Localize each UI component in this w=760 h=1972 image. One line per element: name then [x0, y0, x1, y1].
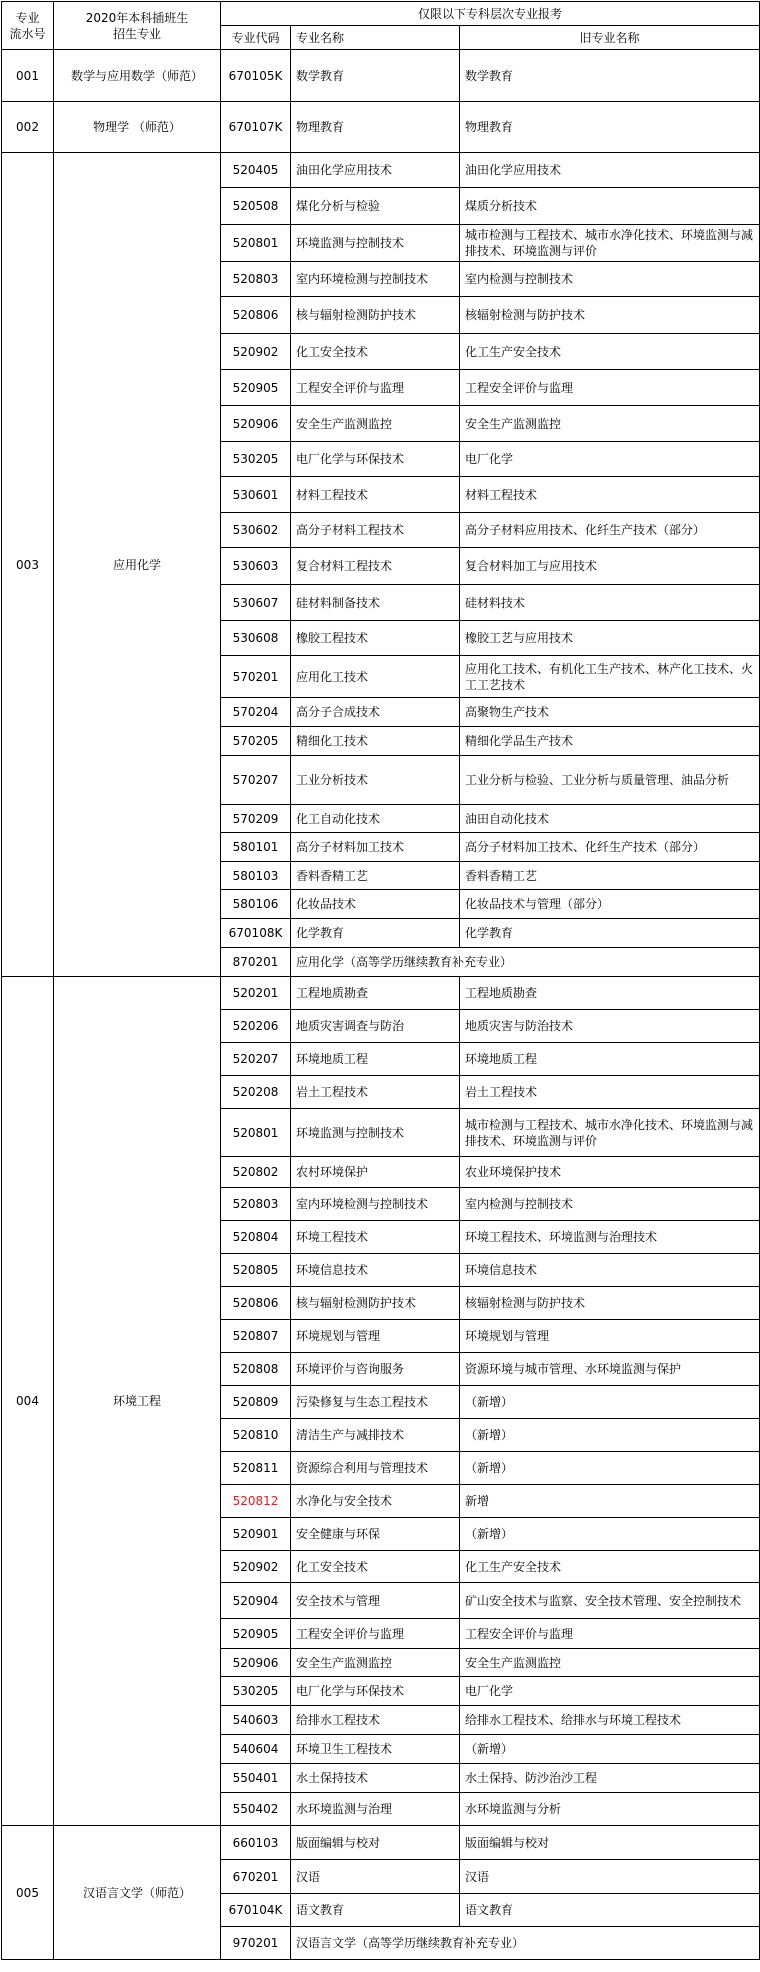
name-cell: 煤化分析与检验 [291, 188, 460, 225]
name-cell: 工业分析技术 [291, 756, 460, 805]
old-name-cell: 橡胶工艺与应用技术 [460, 621, 760, 656]
code-cell: 520804 [221, 1221, 291, 1254]
name-cell: 环境地质工程 [291, 1043, 460, 1076]
name-cell: 环境卫生工程技术 [291, 1735, 460, 1764]
old-name-cell: （新增） [460, 1735, 760, 1764]
name-cell: 化工安全技术 [291, 1551, 460, 1583]
old-name-cell: 电厂化学 [460, 442, 760, 477]
header-name: 专业名称 [291, 26, 460, 50]
code-cell: 520806 [221, 1287, 291, 1320]
serial-no-cell: 002 [2, 102, 54, 153]
old-name-cell: 化学教育 [460, 919, 760, 948]
old-name-cell: 资源环境与城市管理、水环境监测与保护 [460, 1353, 760, 1386]
header-serial-no-line1: 专业 [15, 10, 40, 25]
code-cell: 570204 [221, 698, 291, 727]
code-cell: 570205 [221, 727, 291, 756]
old-name-cell: 岩土工程技术 [460, 1076, 760, 1109]
old-name-cell: 室内检测与控制技术 [460, 262, 760, 297]
code-cell: 530601 [221, 477, 291, 513]
old-name-cell: 地质灾害与防治技术 [460, 1010, 760, 1043]
code-cell: 540603 [221, 1706, 291, 1735]
code-cell: 530602 [221, 513, 291, 548]
code-cell: 520808 [221, 1353, 291, 1386]
majors-table [1, 1, 760, 1960]
name-cell: 汉语言文学（高等学历继续教育补充专业） [291, 1927, 760, 1960]
old-name-cell: 化工生产安全技术 [460, 334, 760, 370]
name-cell: 应用化学（高等学历继续教育补充专业） [291, 948, 760, 977]
code-cell: 520207 [221, 1043, 291, 1076]
name-cell: 应用化工技术 [291, 656, 460, 698]
header-code: 专业代码 [221, 26, 291, 50]
name-cell: 香料香精工艺 [291, 862, 460, 890]
old-name-cell: 工程安全评价与监理 [460, 370, 760, 406]
name-cell: 岩土工程技术 [291, 1076, 460, 1109]
old-name-cell: 水土保持、防沙治沙工程 [460, 1764, 760, 1793]
name-cell: 安全生产监测监控 [291, 406, 460, 442]
header-major [54, 2, 221, 50]
code-cell: 540604 [221, 1735, 291, 1764]
name-cell: 地质灾害调查与防治 [291, 1010, 460, 1043]
name-cell: 安全技术与管理 [291, 1583, 460, 1619]
name-cell: 化工自动化技术 [291, 805, 460, 833]
code-cell: 670105K [221, 50, 291, 102]
table-row [2, 1826, 760, 1860]
old-name-cell: 物理教育 [460, 102, 760, 153]
old-name-cell: 精细化学品生产技术 [460, 727, 760, 756]
code-cell: 520901 [221, 1518, 291, 1551]
code-cell: 570207 [221, 756, 291, 805]
code-cell: 520904 [221, 1583, 291, 1619]
name-cell: 油田化学应用技术 [291, 153, 460, 188]
name-cell: 材料工程技术 [291, 477, 460, 513]
code-cell: 520902 [221, 1551, 291, 1583]
name-cell: 物理教育 [291, 102, 460, 153]
name-cell: 室内环境检测与控制技术 [291, 262, 460, 297]
old-name-cell: 给排水工程技术、给排水与环境工程技术 [460, 1706, 760, 1735]
old-name-cell: 煤质分析技术 [460, 188, 760, 225]
serial-no-cell: 004 [2, 977, 54, 1826]
old-name-cell: 环境地质工程 [460, 1043, 760, 1076]
code-cell: 550401 [221, 1764, 291, 1793]
name-cell: 工程安全评价与监理 [291, 1619, 460, 1649]
code-cell: 520801 [221, 225, 291, 262]
name-cell: 安全生产监测监控 [291, 1649, 460, 1677]
old-name-cell: 核辐射检测与防护技术 [460, 297, 760, 334]
name-cell: 版面编辑与校对 [291, 1826, 460, 1860]
code-cell: 570201 [221, 656, 291, 698]
code-cell: 520405 [221, 153, 291, 188]
name-cell: 水土保持技术 [291, 1764, 460, 1793]
code-cell: 520902 [221, 334, 291, 370]
old-name-cell: 室内检测与控制技术 [460, 1188, 760, 1221]
name-cell: 化工安全技术 [291, 334, 460, 370]
old-name-cell: 工程地质勘查 [460, 977, 760, 1010]
old-name-cell: 化工生产安全技术 [460, 1551, 760, 1583]
code-cell: 520812 [221, 1485, 291, 1518]
name-cell: 高分子材料加工技术 [291, 833, 460, 862]
code-cell: 670201 [221, 1860, 291, 1894]
name-cell: 化妆品技术 [291, 890, 460, 919]
table-row [2, 102, 760, 153]
code-cell: 580101 [221, 833, 291, 862]
old-name-cell: 城市检测与工程技术、城市水净化技术、环境监测与减排技术、环境监测与评价 [460, 1109, 760, 1157]
major-cell: 汉语言文学（师范） [54, 1826, 221, 1960]
code-cell: 520803 [221, 262, 291, 297]
old-name-cell: 化妆品技术与管理（部分） [460, 890, 760, 919]
name-cell: 环境规划与管理 [291, 1320, 460, 1353]
name-cell: 高分子合成技术 [291, 698, 460, 727]
code-cell: 520806 [221, 297, 291, 334]
name-cell: 电厂化学与环保技术 [291, 442, 460, 477]
code-cell: 550402 [221, 1793, 291, 1826]
old-name-cell: 油田化学应用技术 [460, 153, 760, 188]
old-name-cell: 工业分析与检验、工业分析与质量管理、油品分析 [460, 756, 760, 805]
code-cell: 520906 [221, 406, 291, 442]
name-cell: 环境监测与控制技术 [291, 225, 460, 262]
name-cell: 环境工程技术 [291, 1221, 460, 1254]
code-cell: 520811 [221, 1452, 291, 1485]
code-cell: 530205 [221, 442, 291, 477]
name-cell: 数学教育 [291, 50, 460, 102]
name-cell: 污染修复与生态工程技术 [291, 1386, 460, 1419]
old-name-cell: 农业环境保护技术 [460, 1157, 760, 1188]
old-name-cell: （新增） [460, 1518, 760, 1551]
code-cell: 670108K [221, 919, 291, 948]
name-cell: 清洁生产与减排技术 [291, 1419, 460, 1452]
code-cell: 520208 [221, 1076, 291, 1109]
old-name-cell: 环境规划与管理 [460, 1320, 760, 1353]
name-cell: 核与辐射检测防护技术 [291, 297, 460, 334]
old-name-cell: 版面编辑与校对 [460, 1826, 760, 1860]
code-cell: 520809 [221, 1386, 291, 1419]
code-cell: 570209 [221, 805, 291, 833]
table-row [2, 977, 760, 1010]
name-cell: 精细化工技术 [291, 727, 460, 756]
name-cell: 电厂化学与环保技术 [291, 1677, 460, 1706]
code-cell: 520206 [221, 1010, 291, 1043]
old-name-cell: 矿山安全技术与监察、安全技术管理、安全控制技术 [460, 1583, 760, 1619]
major-cell: 数学与应用数学（师范） [54, 50, 221, 102]
old-name-cell: 复合材料加工与应用技术 [460, 548, 760, 585]
old-name-cell: 核辐射检测与防护技术 [460, 1287, 760, 1320]
header-major-line2: 招生专业 [112, 26, 161, 41]
name-cell: 硅材料制备技术 [291, 585, 460, 621]
code-cell: 670107K [221, 102, 291, 153]
code-cell: 870201 [221, 948, 291, 977]
code-cell: 520805 [221, 1254, 291, 1287]
old-name-cell: 应用化工技术、有机化工生产技术、林产化工技术、火工工艺技术 [460, 656, 760, 698]
code-cell: 520906 [221, 1649, 291, 1677]
serial-no-cell: 001 [2, 50, 54, 102]
name-cell: 工程安全评价与监理 [291, 370, 460, 406]
name-cell: 高分子材料工程技术 [291, 513, 460, 548]
name-cell: 环境监测与控制技术 [291, 1109, 460, 1157]
old-name-cell: （新增） [460, 1386, 760, 1419]
major-cell: 应用化学 [54, 153, 221, 977]
old-name-cell: 水环境监测与分析 [460, 1793, 760, 1826]
name-cell: 资源综合利用与管理技术 [291, 1452, 460, 1485]
code-cell: 530205 [221, 1677, 291, 1706]
code-cell: 520801 [221, 1109, 291, 1157]
old-name-cell: 环境信息技术 [460, 1254, 760, 1287]
name-cell: 复合材料工程技术 [291, 548, 460, 585]
code-cell: 520810 [221, 1419, 291, 1452]
code-cell: 580106 [221, 890, 291, 919]
table-row [2, 50, 760, 102]
code-cell: 530603 [221, 548, 291, 585]
name-cell: 橡胶工程技术 [291, 621, 460, 656]
old-name-cell: 高分子材料加工技术、化纤生产技术（部分） [460, 833, 760, 862]
code-cell: 520905 [221, 1619, 291, 1649]
serial-no-cell: 003 [2, 153, 54, 977]
code-cell: 520807 [221, 1320, 291, 1353]
code-cell: 520803 [221, 1188, 291, 1221]
code-cell: 520905 [221, 370, 291, 406]
name-cell: 给排水工程技术 [291, 1706, 460, 1735]
old-name-cell: 工程安全评价与监理 [460, 1619, 760, 1649]
code-cell: 970201 [221, 1927, 291, 1960]
old-name-cell: 高聚物生产技术 [460, 698, 760, 727]
old-name-cell: 高分子材料应用技术、化纤生产技术（部分） [460, 513, 760, 548]
code-cell: 520508 [221, 188, 291, 225]
name-cell: 水环境监测与治理 [291, 1793, 460, 1826]
header-old-name: 旧专业名称 [460, 26, 760, 50]
name-cell: 化学教育 [291, 919, 460, 948]
old-name-cell: 油田自动化技术 [460, 805, 760, 833]
code-cell: 520201 [221, 977, 291, 1010]
old-name-cell: 新增 [460, 1485, 760, 1518]
code-cell: 580103 [221, 862, 291, 890]
old-name-cell: 数学教育 [460, 50, 760, 102]
table-row [2, 153, 760, 188]
code-cell: 530607 [221, 585, 291, 621]
major-cell: 物理学 （师范） [54, 102, 221, 153]
old-name-cell: （新增） [460, 1419, 760, 1452]
name-cell: 环境评价与咨询服务 [291, 1353, 460, 1386]
header-serial-no-line2: 流水号 [9, 26, 46, 41]
name-cell: 农村环境保护 [291, 1157, 460, 1188]
name-cell: 语文教育 [291, 1894, 460, 1927]
name-cell: 水净化与安全技术 [291, 1485, 460, 1518]
header-serial-no [2, 2, 54, 50]
old-name-cell: 城市检测与工程技术、城市水净化技术、环境监测与减排技术、环境监测与评价 [460, 225, 760, 262]
old-name-cell: 环境工程技术、环境监测与治理技术 [460, 1221, 760, 1254]
code-cell: 520802 [221, 1157, 291, 1188]
old-name-cell: 硅材料技术 [460, 585, 760, 621]
old-name-cell: 汉语 [460, 1860, 760, 1894]
old-name-cell: （新增） [460, 1452, 760, 1485]
code-cell: 660103 [221, 1826, 291, 1860]
name-cell: 安全健康与环保 [291, 1518, 460, 1551]
old-name-cell: 安全生产监测监控 [460, 1649, 760, 1677]
code-cell: 530608 [221, 621, 291, 656]
name-cell: 工程地质勘查 [291, 977, 460, 1010]
name-cell: 核与辐射检测防护技术 [291, 1287, 460, 1320]
old-name-cell: 香料香精工艺 [460, 862, 760, 890]
name-cell: 环境信息技术 [291, 1254, 460, 1287]
old-name-cell: 材料工程技术 [460, 477, 760, 513]
name-cell: 汉语 [291, 1860, 460, 1894]
old-name-cell: 语文教育 [460, 1894, 760, 1927]
table-body [2, 50, 760, 1960]
table-header [2, 2, 760, 50]
name-cell: 室内环境检测与控制技术 [291, 1188, 460, 1221]
serial-no-cell: 005 [2, 1826, 54, 1960]
code-cell: 670104K [221, 1894, 291, 1927]
old-name-cell: 电厂化学 [460, 1677, 760, 1706]
header-major-line1: 2020年本科插班生 [85, 10, 189, 25]
header-eligible-group: 仅限以下专科层次专业报考 [221, 2, 760, 26]
old-name-cell: 安全生产监测监控 [460, 406, 760, 442]
major-cell: 环境工程 [54, 977, 221, 1826]
